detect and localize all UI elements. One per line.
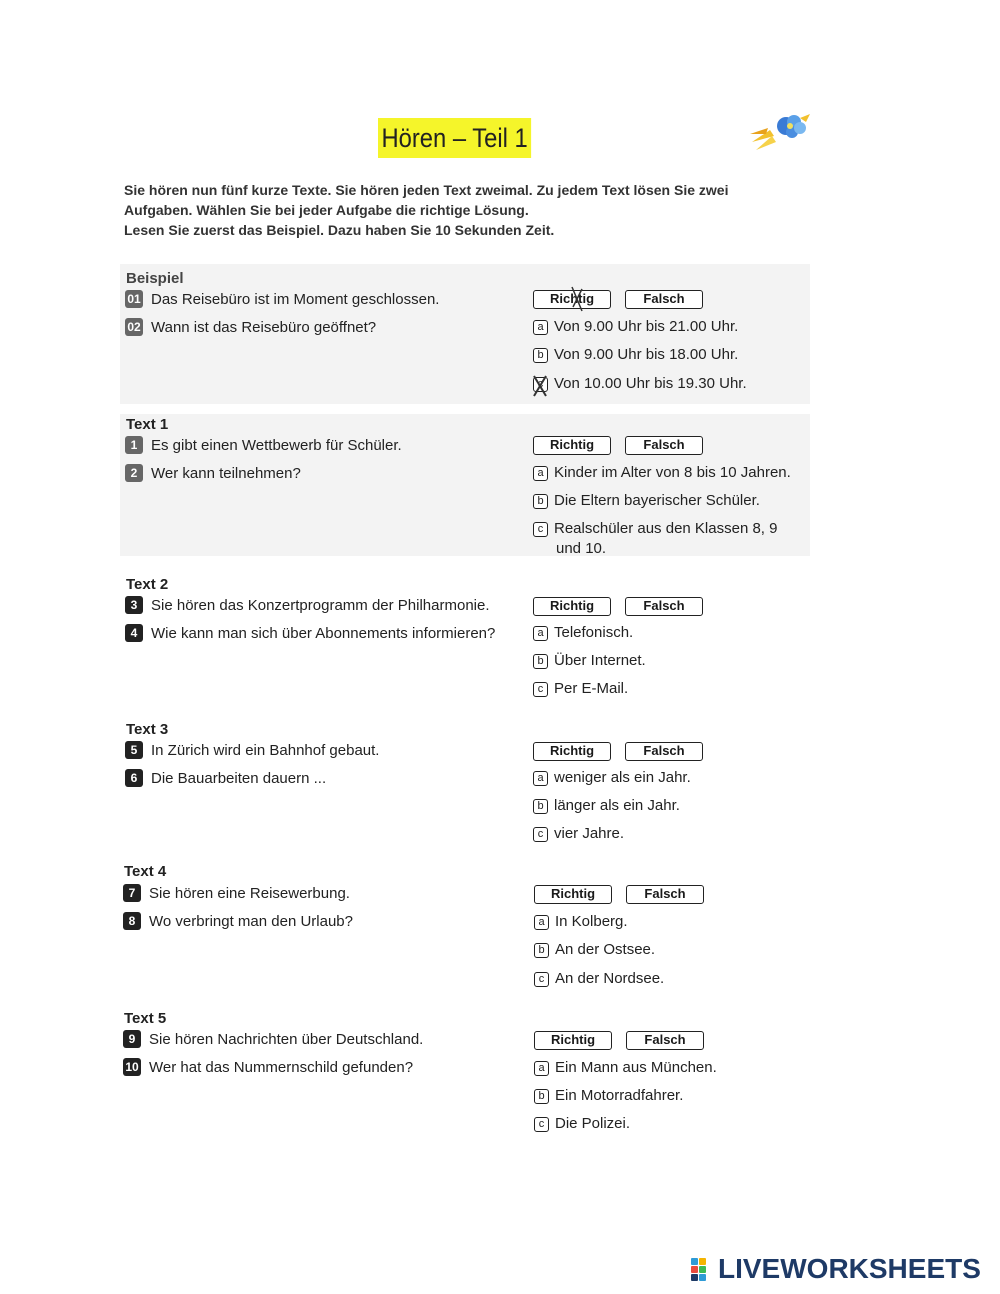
option-a[interactable] [534, 913, 628, 930]
rocket-flower-icon [748, 112, 812, 154]
question-number: 1 [125, 436, 143, 454]
option-letter: c [534, 972, 549, 987]
question-6 [125, 769, 326, 787]
option-text: länger als ein Jahr. [554, 797, 680, 814]
falsch-button[interactable]: Falsch [625, 742, 703, 761]
option-b[interactable] [534, 1087, 683, 1104]
question-number: 02 [125, 318, 143, 336]
option-a[interactable] [533, 769, 691, 786]
question-7 [123, 884, 350, 902]
richtig-falsch-1 [533, 436, 703, 455]
question-number: 6 [125, 769, 143, 787]
question-number: 7 [123, 884, 141, 902]
richtig-button[interactable]: Richtig [534, 1031, 612, 1050]
option-letter [533, 377, 548, 392]
question-number: 8 [123, 912, 141, 930]
option-letter: b [534, 943, 549, 958]
question-text: Wo verbringt man den Urlaub? [149, 913, 353, 930]
section-text-1 [120, 414, 810, 556]
option-letter: b [533, 654, 548, 669]
instructions-line-2: Aufgaben. Wählen Sie bei jeder Aufgabe die richtige Lösung. [124, 202, 529, 218]
question-text: Wer hat das Nummernschild gefunden? [149, 1059, 414, 1076]
option-text: vier Jahre. [554, 825, 625, 842]
section-title: Text 2 [126, 576, 169, 593]
question-text: Sie hören eine Reisewerbung. [149, 885, 350, 902]
option-text: Ein Motorradfahrer. [555, 1087, 684, 1104]
option-c[interactable] [533, 680, 628, 697]
option-text: In Kolberg. [555, 913, 628, 930]
question-number: 5 [125, 741, 143, 759]
option-b[interactable] [533, 492, 760, 509]
richtig-falsch-3 [533, 597, 703, 616]
option-text: Per E-Mail. [554, 680, 629, 697]
option-c[interactable] [533, 825, 624, 842]
question-4 [125, 624, 495, 642]
option-text: Realschüler aus den Klassen 8, 9 [554, 520, 778, 537]
question-text: Es gibt einen Wettbewerb für Schüler. [151, 437, 402, 454]
question-number: 9 [123, 1030, 141, 1048]
option-letter: a [533, 466, 548, 481]
instructions [124, 180, 814, 240]
option-letter: a [533, 626, 548, 641]
brand-name: LIVEWORKSHEETS [718, 1253, 981, 1284]
option-text: weniger als ein Jahr. [554, 769, 691, 786]
option-c[interactable] [534, 1115, 630, 1132]
question-01 [125, 290, 439, 308]
question-5 [125, 741, 379, 759]
question-8 [123, 912, 353, 930]
option-letter: c [534, 1117, 549, 1132]
option-letter: c [533, 682, 548, 697]
richtig-label: Richtig [549, 291, 595, 306]
option-text: Über Internet. [554, 652, 646, 669]
falsch-button[interactable]: Falsch [626, 885, 704, 904]
option-text: Von 9.00 Uhr bis 21.00 Uhr. [554, 318, 739, 335]
option-a[interactable] [533, 464, 791, 481]
section-text-5 [120, 1010, 810, 1140]
letter-text: c [537, 378, 544, 390]
question-number: 01 [125, 290, 143, 308]
question-1 [125, 436, 402, 454]
question-text: Wann ist das Reisebüro geöffnet? [151, 319, 377, 336]
option-b[interactable] [533, 346, 738, 363]
option-text-continued: und 10. [556, 540, 607, 557]
option-c[interactable] [533, 375, 747, 392]
section-title: Text 5 [124, 1010, 167, 1027]
richtig-falsch-01 [533, 290, 703, 309]
question-number: 4 [125, 624, 143, 642]
section-text-3 [120, 721, 810, 851]
option-letter: c [533, 827, 548, 842]
option-a[interactable] [534, 1059, 717, 1076]
option-b[interactable] [533, 652, 646, 669]
option-text: Von 10.00 Uhr bis 19.30 Uhr. [554, 375, 747, 392]
question-number: 3 [125, 596, 143, 614]
question-number: 2 [125, 464, 143, 482]
option-letter: b [533, 348, 548, 363]
option-letter: b [533, 799, 548, 814]
richtig-falsch-7 [534, 885, 704, 904]
liveworksheets-icon [690, 1256, 716, 1282]
option-letter: b [534, 1089, 549, 1104]
section-title: Text 4 [124, 863, 167, 880]
option-letter: a [534, 915, 549, 930]
instructions-line-3: Lesen Sie zuerst das Beispiel. Dazu haben Sie 10 Sekunden Zeit. [124, 222, 555, 238]
option-text: An der Nordsee. [555, 970, 665, 987]
question-text: In Zürich wird ein Bahnhof gebaut. [151, 742, 380, 759]
richtig-falsch-9 [534, 1031, 704, 1050]
option-text: Von 9.00 Uhr bis 18.00 Uhr. [554, 346, 739, 363]
instructions-line-1: Sie hören nun fünf kurze Texte. Sie hören jeden Text zweimal. Zu jedem Text lösen Sie zwei [124, 182, 729, 198]
option-text: Die Polizei. [555, 1115, 631, 1132]
section-beispiel [120, 264, 810, 404]
falsch-button[interactable]: Falsch [625, 290, 703, 309]
question-2 [125, 464, 301, 482]
option-letter: c [533, 522, 548, 537]
section-text-4 [120, 863, 810, 993]
question-text: Sie hören das Konzertprogramm der Philharmonie. [151, 597, 490, 614]
richtig-button[interactable]: Richtig [534, 885, 612, 904]
question-text: Wie kann man sich über Abonnements informieren? [151, 625, 496, 642]
richtig-button[interactable]: Richtig [533, 436, 611, 455]
richtig-falsch-5 [533, 742, 703, 761]
option-c[interactable] [534, 970, 664, 987]
falsch-button[interactable]: Falsch [626, 1031, 704, 1050]
option-text: Telefonisch. [554, 624, 634, 641]
option-text: An der Ostsee. [555, 941, 656, 958]
option-text: Kinder im Alter von 8 bis 10 Jahren. [554, 464, 791, 481]
richtig-button[interactable]: Richtig [533, 597, 611, 616]
page-title: Hören – Teil 1 [378, 118, 531, 158]
option-letter: a [533, 320, 548, 335]
question-text: Wer kann teilnehmen? [151, 465, 301, 482]
option-c[interactable] [533, 520, 778, 557]
option-a[interactable] [533, 318, 738, 335]
option-b[interactable] [533, 797, 680, 814]
richtig-button[interactable] [533, 290, 611, 309]
question-9 [123, 1030, 423, 1048]
falsch-button[interactable]: Falsch [625, 597, 703, 616]
richtig-button[interactable]: Richtig [533, 742, 611, 761]
option-letter: b [533, 494, 548, 509]
liveworksheets-logo [690, 1252, 981, 1286]
question-02 [125, 318, 376, 336]
option-text: Ein Mann aus München. [555, 1059, 717, 1076]
falsch-button[interactable]: Falsch [625, 436, 703, 455]
question-number: 10 [123, 1058, 141, 1076]
option-letter: a [533, 771, 548, 786]
option-b[interactable] [534, 941, 655, 958]
section-text-2 [120, 576, 810, 706]
question-text: Die Bauarbeiten dauern ... [151, 770, 327, 787]
section-title: Beispiel [126, 270, 184, 287]
question-10 [123, 1058, 413, 1076]
option-text: Die Eltern bayerischer Schüler. [554, 492, 760, 509]
section-title: Text 3 [126, 721, 169, 738]
question-3 [125, 596, 490, 614]
question-text: Das Reisebüro ist im Moment geschlossen. [151, 291, 440, 308]
option-a[interactable] [533, 624, 633, 641]
section-title: Text 1 [126, 416, 169, 433]
question-text: Sie hören Nachrichten über Deutschland. [149, 1031, 424, 1048]
option-letter: a [534, 1061, 549, 1076]
